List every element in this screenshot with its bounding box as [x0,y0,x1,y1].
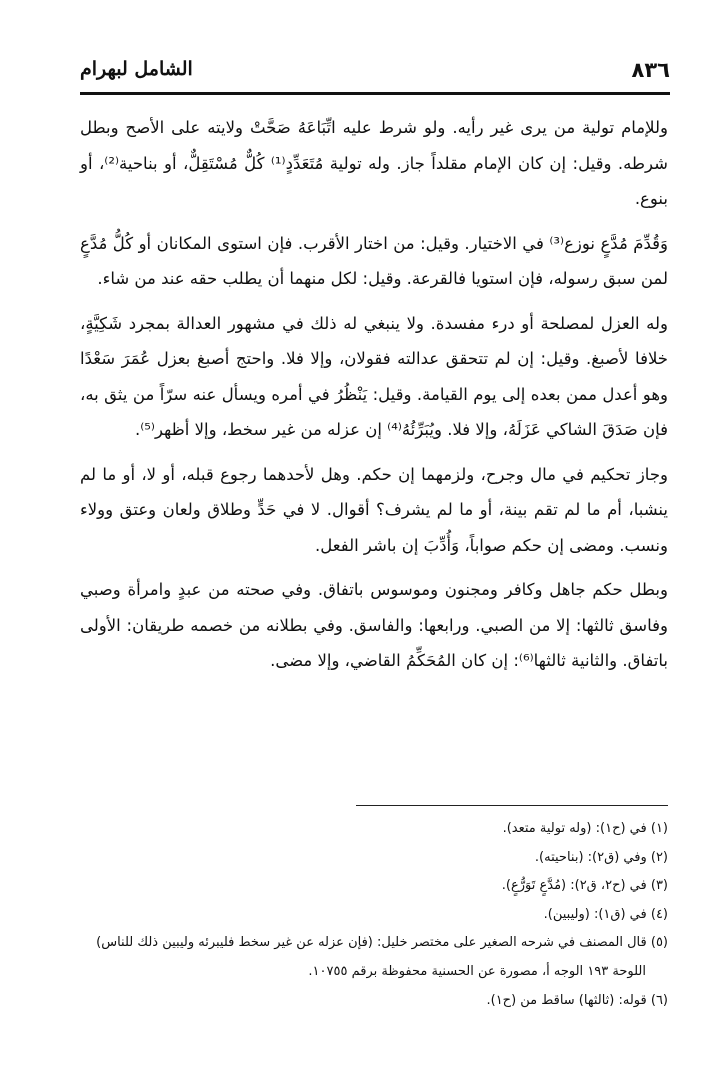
footnotes [80,815,668,1015]
paragraph: وَقُدِّمَ مُدَّعٍ نوزع⁽³⁾ في الاختيار. وقيل: من اختار الأقرب. فإن استوى المكانان أو كُلُّ مُدَّعٍ لمن سبق رسوله، فإن استويا فالقرعة. وقيل: لكل منهما أن يطلب حقه عند من شاء. [80,233,668,288]
paragraph: وبطل حكم جاهل وكافر ومجنون وموسوس باتفاق. وفي صحته من عبدٍ وامرأة وصبي وفاسق ثالثها: إلا من الصبي. ورابعها: والفاسق. وفي بطلانه من خصمه طريقان: الأولى باتفاق. والثانية ثالثها⁽⁶⁾: إن كان المُحَكِّمُ القاضي، وإلا مضى. [80,580,668,670]
footnote: (٣) في (ح٢، ق٢): (مُدَّعٍ تَوَرُّعٍ). [501,878,668,894]
paragraph: وجاز تحكيم في مال وجرح، ولزمهما إن حكم. وهل لأحدهما رجوع قبله، أو لا، أو ما لم ينشبا، أم ما لم تقم بينة، أو ما لم يشرف؟ أقوال. لا في حَدٍّ وطلاق ولعان وعتق وولاء ونسب. ومضى إن حكم صواباً، وَأُدِّبَ إن باشر الفعل. [80,464,668,555]
footnote: (١) في (ح١): (وله تولية متعد). [502,821,668,836]
header-rule [80,92,670,95]
footnote: (٦) قوله: (ثالثها) ساقط من (ح١). [486,992,668,1008]
page-number: ٨٣٦ [631,58,670,82]
paragraph: وله العزل لمصلحة أو درء مفسدة. ولا ينبغي له ذلك في مشهور العدالة بمجرد شَكِيَّةٍ، خلافا لأصبغ. وقيل: إن لم تتحقق عدالته فقولان، وإلا فلا. واحتج أصبغ بعزل عُمَرَ سَعْدًا وهو أعدل ممن بعده إلى يوم القيامة. وقيل: يَنْظُرُ في أمره ويسأل عنه سرّاً من يثق به، فإن صَدَقَ الشاكي عَزَلَهُ، وإلا فلا. ويُبَرِّئُهُ⁽⁴⁾ إن عزله من غير سخط، وإلا أظهر⁽⁵⁾. [80,313,668,439]
page-header [80,58,670,88]
footnote: (٢) وفي (ق٢): (بناحيته). [534,849,668,865]
running-title: الشامل لبهرام [80,58,193,80]
footnote: (٥) قال المصنف في شرحه الصغير على مختصر خليل: (فإن عزله عن غير سخط فليبرئه وليبين ذلك للناس) [96,935,668,951]
footnote-continuation: اللوحة ١٩٣ الوجه أ، مصورة عن الحسنية محفوظة برقم ١٠٧٥٥. [308,963,646,979]
footnote-separator [356,805,668,806]
footnote: (٤) في (ق١): (وليبين). [543,906,668,922]
main-text [80,110,668,688]
paragraph: وللإمام تولية من يرى غير رأيه. ولو شرط عليه اتِّبَاعَهُ صَحَّتْ ولايته على الأصح وبطل شرطه. وقيل: إن كان الإمام مقلداً جاز. وله تولية مُتَعَدِّدٍ⁽¹⁾ كُلٌّ مُسْتَقِلٌّ، أو بناحية⁽²⁾، أو بنوع. [80,118,668,208]
